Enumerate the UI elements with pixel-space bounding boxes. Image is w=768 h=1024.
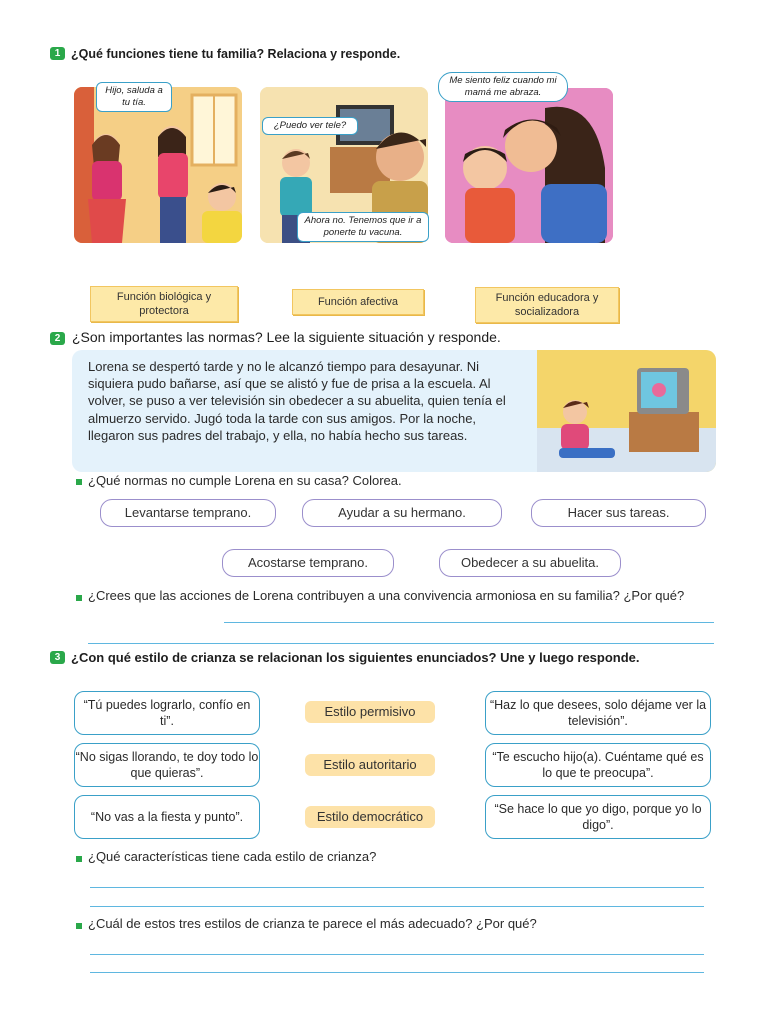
section-number-2: 2 bbox=[50, 332, 65, 345]
quote-left-3[interactable]: “No vas a la fiesta y punto”. bbox=[74, 795, 260, 839]
answer-line[interactable] bbox=[90, 954, 704, 955]
bullet-marker bbox=[76, 479, 82, 485]
answer-line[interactable] bbox=[90, 906, 704, 907]
speech-bubble-tv-question: ¿Puedo ver tele? bbox=[262, 117, 358, 135]
option-go-to-bed-early[interactable]: Acostarse temprano. bbox=[222, 549, 394, 577]
section3-title: ¿Con qué estilo de crianza se relacionan los siguientes enunciados? Une y luego responde. bbox=[71, 650, 640, 665]
tv-illustration bbox=[537, 350, 716, 472]
story-text: Lorena se despertó tarde y no le alcanzó tiempo para desayunar. Ni siquiera pudo bañarse, así que se alistó y fue de prisa a la escuela. Al volver, se puso a ver televisión sin obedecer a su abuelita, quien tenía el almuerzo servido. Jugó toda la tarde con sus amigos. Por la noche, llegaron sus padres del trabajo, y ella, no había hecho sus tareas. bbox=[88, 359, 506, 443]
quote-right-1[interactable]: “Haz lo que desees, solo déjame ver la televisión”. bbox=[485, 691, 711, 735]
bullet-marker bbox=[76, 923, 82, 929]
section2-question1: ¿Qué normas no cumple Lorena en su casa? Colorea. bbox=[88, 473, 402, 488]
answer-line[interactable] bbox=[90, 972, 704, 973]
speech-bubble-greeting: Hijo, saluda a tu tía. bbox=[96, 82, 172, 112]
speech-bubble-vaccine: Ahora no. Tenemos que ir a ponerte tu vacuna. bbox=[297, 212, 429, 242]
bullet-marker bbox=[76, 856, 82, 862]
answer-line[interactable] bbox=[90, 887, 704, 888]
option-obey-grandma[interactable]: Obedecer a su abuelita. bbox=[439, 549, 621, 577]
option-help-brother[interactable]: Ayudar a su hermano. bbox=[302, 499, 502, 527]
quote-left-2[interactable]: “No sigas llorando, te doy todo lo que quieras”. bbox=[74, 743, 260, 787]
section3-question1: ¿Qué características tiene cada estilo de crianza? bbox=[88, 849, 377, 864]
style-democratic[interactable]: Estilo democrático bbox=[305, 806, 435, 828]
illustration-panel-hug bbox=[445, 88, 613, 243]
quote-right-3[interactable]: “Se hace lo que yo digo, porque yo lo digo”. bbox=[485, 795, 711, 839]
section1-title: ¿Qué funciones tiene tu familia? Relaciona y responde. bbox=[71, 47, 401, 61]
option-do-homework[interactable]: Hacer sus tareas. bbox=[531, 499, 706, 527]
style-authoritarian[interactable]: Estilo autoritario bbox=[305, 754, 435, 776]
option-get-up-early[interactable]: Levantarse temprano. bbox=[100, 499, 276, 527]
answer-line[interactable] bbox=[88, 643, 714, 644]
section-number-1: 1 bbox=[50, 47, 65, 60]
answer-line[interactable] bbox=[224, 622, 714, 623]
function-affective-tag[interactable]: Función afectiva bbox=[292, 289, 424, 315]
mother-hug-illustration bbox=[445, 88, 613, 243]
section2-title: ¿Son importantes las normas? Lee la siguiente situación y responde. bbox=[72, 329, 501, 345]
section3-question2: ¿Cuál de estos tres estilos de crianza te parece el más adecuado? ¿Por qué? bbox=[88, 916, 537, 931]
quote-right-2[interactable]: “Te escucho hijo(a). Cuéntame qué es lo que te preocupa”. bbox=[485, 743, 711, 787]
function-biological-tag[interactable]: Función biológica y protectora bbox=[90, 286, 238, 322]
girl-watching-tv-illustration bbox=[537, 350, 716, 472]
section-number-3: 3 bbox=[50, 651, 65, 664]
section2-question2: ¿Crees que las acciones de Lorena contribuyen a una convivencia armoniosa en su familia? ¿Por qué? bbox=[88, 588, 685, 603]
style-permissive[interactable]: Estilo permisivo bbox=[305, 701, 435, 723]
quote-left-1[interactable]: “Tú puedes lograrlo, confío en ti”. bbox=[74, 691, 260, 735]
bullet-marker bbox=[76, 595, 82, 601]
thought-bubble-happy: Me siento feliz cuando mi mamá me abraza. bbox=[438, 72, 568, 102]
function-educational-tag[interactable]: Función educadora y socializadora bbox=[475, 287, 619, 323]
